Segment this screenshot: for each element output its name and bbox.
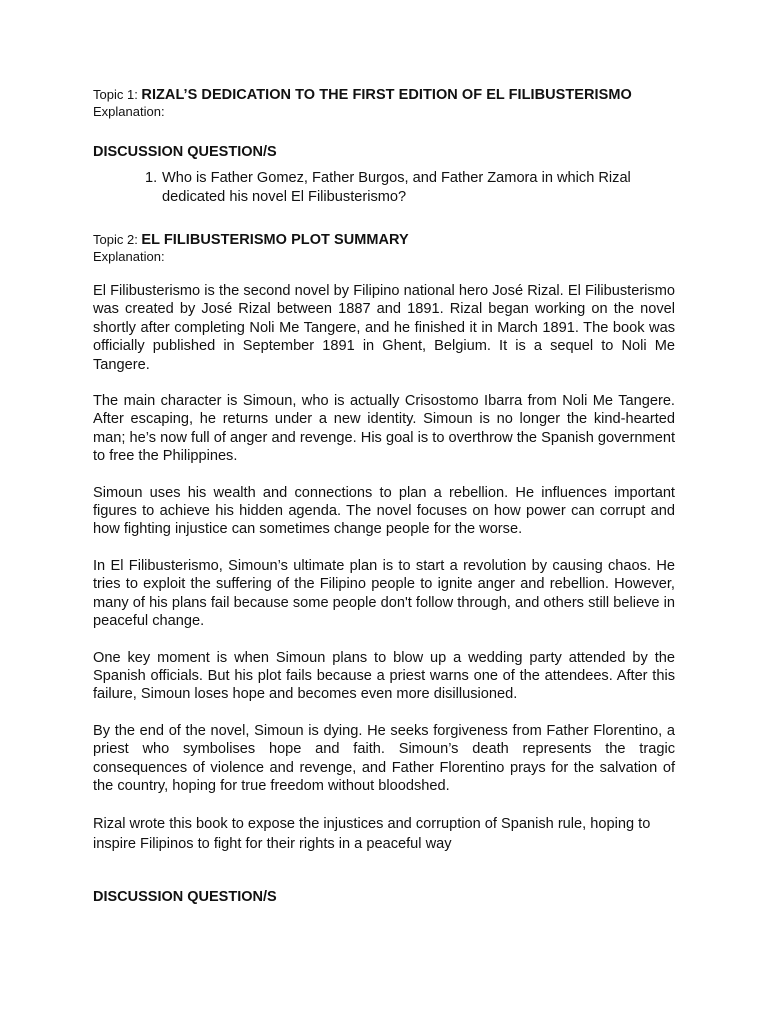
discussion-questions-list-1	[93, 169, 675, 207]
discussion-questions-heading-1: DISCUSSION QUESTION/S	[93, 144, 277, 160]
summary-paragraph-2: The main character is Simoun, who is actually Crisostomo Ibarra from Noli Me Tangere. After escaping, he returns under a new identity. Simoun is no longer the kind-hearted man; he’s now full of anger and revenge. His goal is to overthrow the Spanish government to free the Philippines.	[93, 393, 675, 465]
topic-2-prefix: Topic 2:	[93, 232, 142, 247]
topic-2-explanation-label: Explanation:	[93, 249, 165, 264]
summary-paragraph-7: Rizal wrote this book to expose the injustices and corruption of Spanish rule, hoping to inspire Filipinos to fight for their rights in a peaceful way	[93, 816, 651, 852]
summary-paragraph-4: In El Filibusterismo, Simoun’s ultimate plan is to start a revolution by causing chaos. He tries to exploit the suffering of the Filipino people to ignite anger and rebellion. However, many of his plans fail because some people don't follow through, and others still believe in peaceful change.	[93, 557, 675, 630]
question-number: 1.	[145, 170, 158, 186]
question-text: Who is Father Gomez, Father Burgos, and Father Zamora in which Rizal dedicated his novel El Filibusterismo?	[162, 170, 631, 205]
summary-paragraph-6: By the end of the novel, Simoun is dying. He seeks forgiveness from Father Florentino, a priest who symbolises hope and faith. Simoun’s death represents the tragic consequences of violence and revenge, and Father Florentino prays for the salvation of the country, hoping for true freedom without bloodshed.	[93, 722, 675, 794]
topic-1-explanation-label: Explanation:	[93, 104, 165, 119]
topic-1-heading	[93, 86, 675, 104]
summary-paragraph-5: One key moment is when Simoun plans to blow up a wedding party attended by the Spanish officials. But his plot fails because a priest warns one of the attendees. After this failure, Simoun loses hope and becomes even more disillusioned.	[93, 649, 675, 703]
document-page	[93, 86, 675, 906]
topic-1-prefix: Topic 1:	[93, 87, 142, 102]
topic-2-heading	[93, 231, 675, 249]
topic-2-title: EL FILIBUSTERISMO PLOT SUMMARY	[141, 232, 409, 248]
discussion-questions-heading-2: DISCUSSION QUESTION/S	[93, 889, 277, 906]
discussion-question	[93, 169, 675, 207]
topic-1-title: RIZAL’S DEDICATION TO THE FIRST EDITION OF EL FILIBUSTERISMO	[141, 87, 632, 103]
summary-paragraph-3: Simoun uses his wealth and connections to plan a rebellion. He influences important figures to achieve his hidden agenda. The novel focuses on how power can corrupt and how fighting injustice can sometimes change people for the worse.	[93, 484, 675, 538]
summary-paragraph-1: El Filibusterismo is the second novel by Filipino national hero José Rizal. El Filibusterismo was created by José Rizal between 1887 and 1891. Rizal began working on the novel shortly after completing Noli Me Tangere, and he finished it in March 1891. The book was officially published in September 1891 in Ghent, Belgium. It is a sequel to Noli Me Tangere.	[93, 283, 675, 373]
